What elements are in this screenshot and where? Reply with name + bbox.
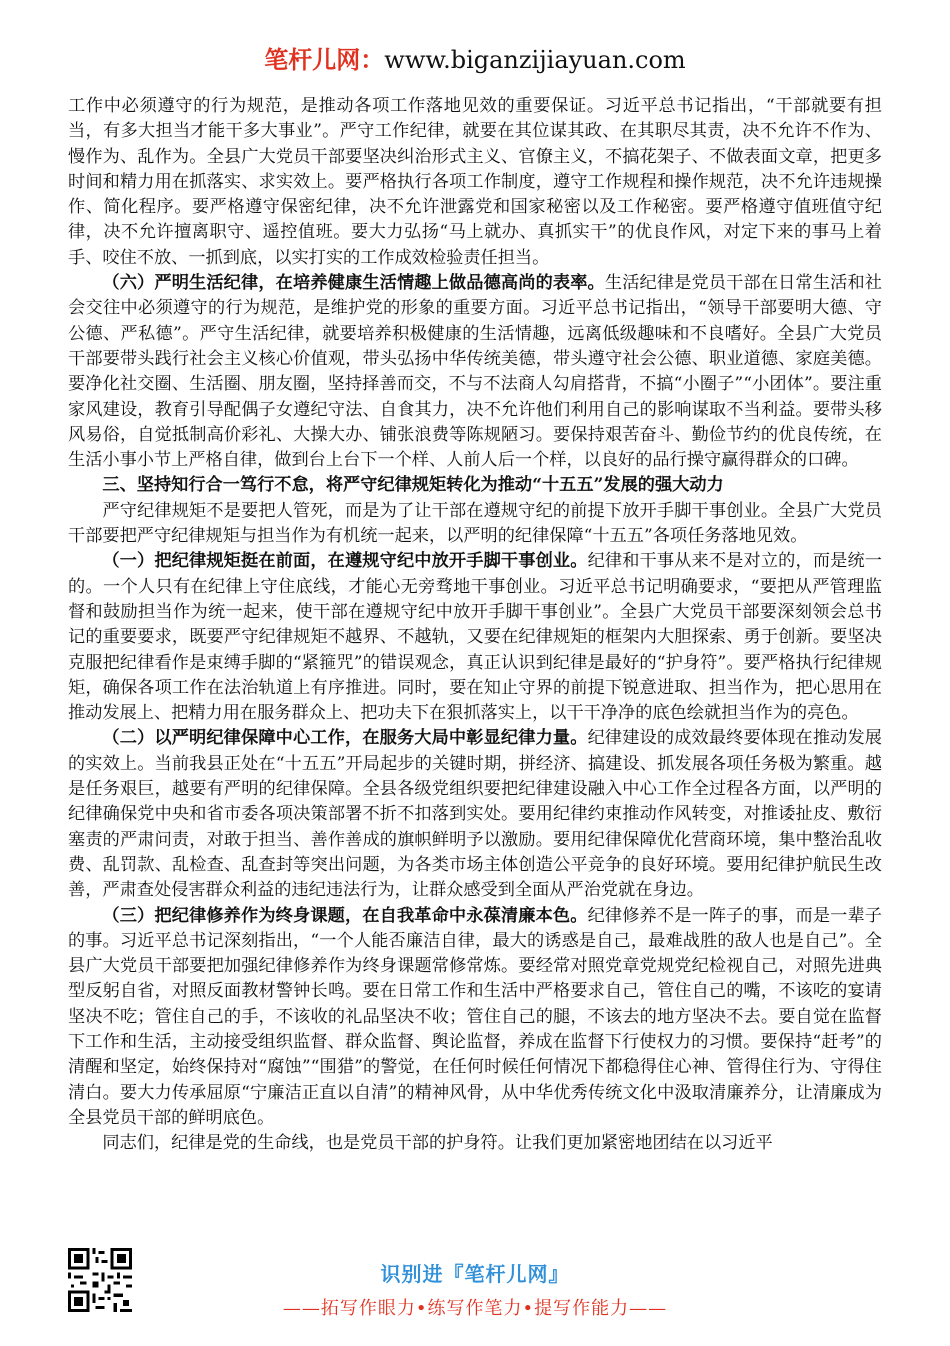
paragraph-heading: （二）以严明纪律保障中心工作，在服务大局中彰显纪律力量。 (102, 728, 588, 749)
paragraph-text: 纪律和干事从来不是对立的，而是统一的。一个人只有在纪律上守住底线，才能心无旁骛地干事创业。习近平总书记明确要求，“要把从严管理监督和鼓励担当作为统一起来，使干部在遵规守纪中放开手脚干事创业”。全县广大党员干部要深刻领会总书记的重要要求，既要严守纪律规矩不越界、不越轨，又要在纪律规矩的框架内大胆探索、勇于创新。要坚决克服把纪律看作是束缚手脚的“紧箍咒”的错误观念，真正认识到纪律是最好的“护身符”。要严格执行纪律规矩，确保各项工作在法治轨道上有序推进。同时，要在知止守界的前提下锐意进取、担当作为，把心思用在推动发展上、把精力用在服务群众上、把功夫下在狠抓落实上，以干干净净的底色绘就担当作为的亮色。 (68, 551, 882, 724)
paragraph-text: 同志们，纪律是党的生命线，也是党员干部的护身符。让我们更加紧密地团结在以习近平 (102, 1133, 773, 1154)
paragraph-text: 纪律修养不是一阵子的事，而是一辈子的事。习近平总书记深刻指出，“一个人能否廉洁自律，最大的诱惑是自己，最难战胜的敌人也是自己”。全县广大党员干部要把加强纪律修养作为终身课题常修常炼。要经常对照党章党规党纪检视自己，对照先进典型反躬自省，对照反面教材警钟长鸣。要在日常工作和生活中严格要求自己，管住自己的嘴，不该吃的宴请坚决不吃；管住自己的手，不该收的礼品坚决不收；管住自己的腿，不该去的地方坚决不去。要自觉在监督下工作和生活，主动接受组织监督、群众监督、舆论监督，养成在监督下行使权力的习惯。要保持“赶考”的清醒和坚定，始终保持对“腐蚀”“围猎”的警觉，在任何时候任何情况下都稳得住心神、管得住行为、守得住清白。要大力传承屈原“宁廉洁正直以自清”的精神风骨，从中华优秀传统文化中汲取清廉养分，让清廉成为全县党员干部的鲜明底色。 (68, 905, 882, 1128)
paragraph-text: 生活纪律是党员干部在日常生活和社会交往中必须遵守的行为规范，是维护党的形象的重要方面。习近平总书记指出，“领导干部要明大德、守公德、严私德”。严守生活纪律，就要培养积极健康的生活情趣，远离低级趣味和不良嗜好。全县广大党员干部要带头践行社会主义核心价值观，带头弘扬中华传统美德，带头遵守社会公德、职业道德、家庭美德。要净化社交圈、生活圈、朋友圈，坚持择善而交，不与不法商人勾肩搭背，不搞“小圈子”“小团体”。要注重家风建设，教育引导配偶子女遵纪守法、自食其力，决不允许他们利用自己的影响谋取不当利益。要带头移风易俗，自觉抵制高价彩礼、大操大办、铺张浪费等陈规陋习。要保持艰苦奋斗、勤俭节约的优良传统，在生活小事小节上严格自律，做到台上台下一个样、人前人后一个样，以良好的品行操守赢得群众的口碑。 (68, 273, 882, 471)
paragraph (68, 726, 882, 903)
page-header (0, 44, 950, 76)
document-body (68, 94, 882, 1156)
paragraph (68, 499, 882, 550)
paragraph (68, 549, 882, 726)
paragraph-heading: （一）把纪律规矩挺在前面，在遵规守纪中放开手脚干事创业。 (102, 551, 588, 572)
paragraph (68, 271, 882, 473)
paragraph-text: 纪律建设的成效最终要体现在推动发展的实效上。当前我县正处在“十五五”开局起步的关键时期，拼经济、搞建设、抓发展各项任务极为繁重。越是任务艰巨，越要有严明的纪律保障。全县各级党组织要把纪律建设融入中心工作全过程各方面，以严明的纪律确保党中央和省市委各项决策部署不折不扣落到实处。要用纪律约束推动作风转变，对推诿扯皮、敷衍塞责的严肃问责，对敢于担当、善作善成的旗帜鲜明予以激励。要用纪律保障优化营商环境，集中整治乱收费、乱罚款、乱检查、乱查封等突出问题，为各类市场主体创造公平竞争的良好环境。要用纪律护航民生改善，严肃查处侵害群众利益的违纪违法行为，让群众感受到全面从严治党就在身边。 (68, 728, 882, 901)
paragraph (68, 473, 882, 498)
paragraph (68, 1131, 882, 1156)
paragraph (68, 94, 882, 271)
paragraph-text: 严守纪律规矩不是要把人管死，而是为了让干部在遵规守纪的前提下放开手脚干事创业。全县广大党员干部要把严守纪律规矩与担当作为有机统一起来，以严明的纪律保障“十五五”各项任务落地见效。 (68, 500, 882, 547)
paragraph (68, 904, 882, 1132)
paragraph-heading: （六）严明生活纪律，在培养健康生活情趣上做品德高尚的表率。 (102, 273, 605, 294)
footer-title: 识别进『笔杆儿网』 (380, 1262, 570, 1286)
paragraph-heading: 三、坚持知行合一笃行不怠，将严守纪律规矩转化为推动“十五五”发展的强大动力 (102, 475, 724, 496)
site-brand: 笔杆儿网： (264, 45, 385, 74)
paragraph-heading: （三）把纪律修养作为终身课题，在自我革命中永葆清廉本色。 (102, 905, 588, 926)
paragraph-text: 工作中必须遵守的行为规范，是推动各项工作落地见效的重要保证。习近平总书记指出，“干部就要有担当，有多大担当才能干多大事业”。严守工作纪律，就要在其位谋其政、在其职尽其责，决不允许不作为、慢作为、乱作为。全县广大党员干部要坚决纠治形式主义、官僚主义，不搞花架子、不做表面文章，把更多时间和精力用在抓落实、求实效上。要严格执行各项工作制度，遵守工作规程和操作规范，决不允许违规操作、简化程序。要严格遵守保密纪律，决不允许泄露党和国家秘密以及工作秘密。要严格遵守值班值守纪律，决不允许擅离职守、遥控值班。要大力弘扬“马上就办、真抓实干”的优良作风，对定下来的事马上着手、咬住不放、一抓到底，以实打实的工作成效检验责任担当。 (68, 96, 882, 268)
footer-slogan: ——拓写作眼力•练写作笔力•提写作能力—— (282, 1298, 668, 1319)
site-url[interactable]: www.biganzijiayuan.com (384, 46, 686, 74)
